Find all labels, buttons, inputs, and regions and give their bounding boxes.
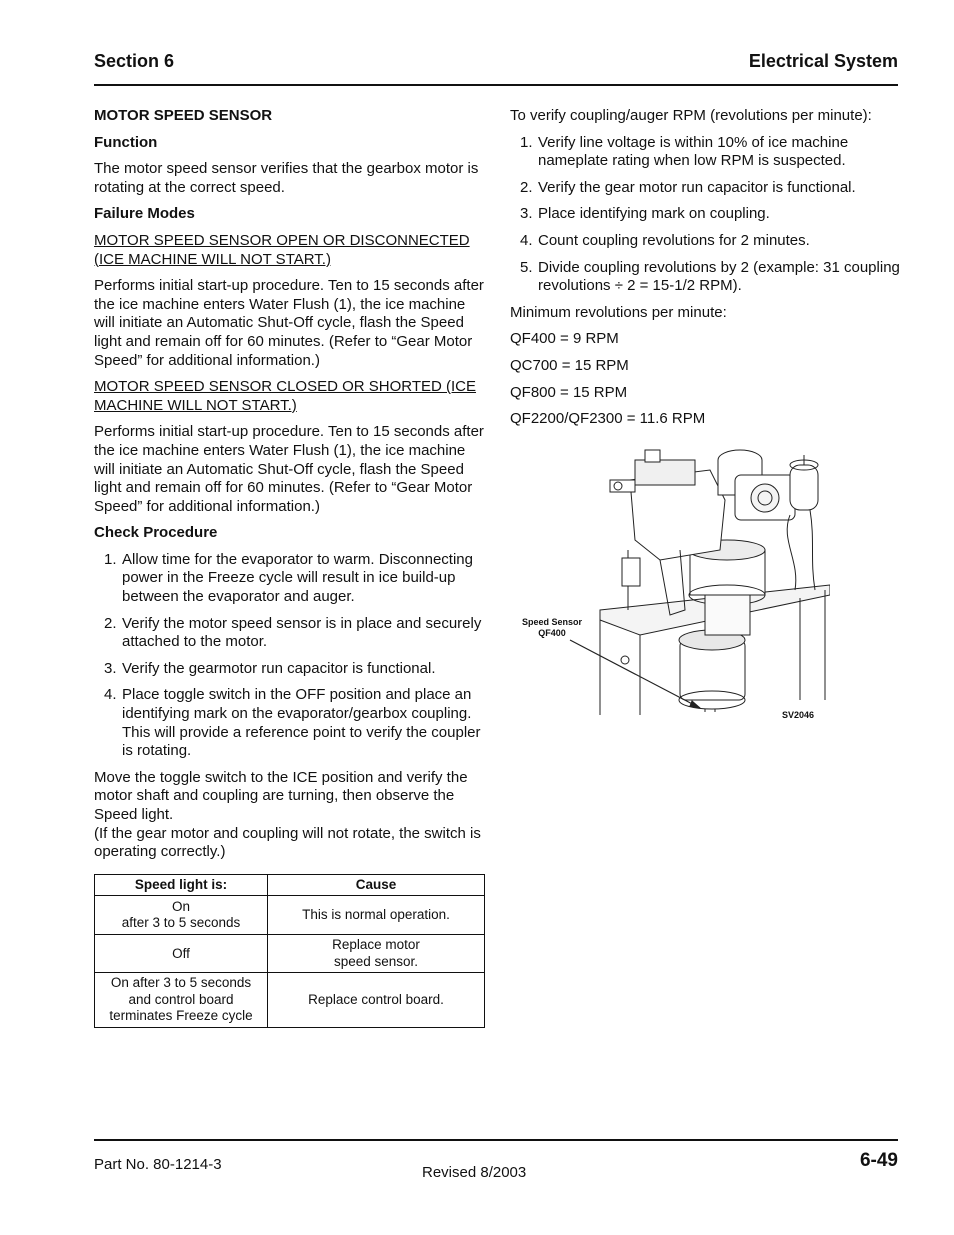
step-text: Verify the gear motor run capacitor is functional. (538, 178, 856, 196)
min-rpm-label: Minimum revolutions per minute: (510, 303, 727, 321)
page-number: 6-49 (859, 1150, 898, 1171)
step-text: Place toggle switch in the OFF position and place an identifying mark on the evaporator/gearbox coupling. This will provide a reference point to verify the coupler is rotating. (122, 686, 481, 760)
rpm-value-qf400: QF400 = 9 RPM (510, 330, 619, 348)
footer-rule (94, 1139, 898, 1141)
table-cell: Replace motor speed sensor. (268, 935, 485, 973)
column-header-speed-light: Speed light is: (95, 874, 268, 896)
figure-code: SV2046 (782, 710, 815, 720)
speed-sensor-figure (510, 440, 830, 725)
section-label: Section 6 (94, 51, 175, 71)
chapter-title: Electrical System (748, 51, 898, 71)
function-text: The motor speed sensor verifies that the gearbox motor is rotating at the correct speed. (94, 160, 479, 196)
list-item (510, 232, 900, 251)
rpm-procedure-list (510, 134, 900, 296)
column-header-cause: Cause (268, 874, 485, 896)
function-heading: Function (94, 133, 158, 151)
rpm-value-qf2200: QF2200/QF2300 = 11.6 RPM (510, 410, 706, 428)
failure-mode-2-title: MOTOR SPEED SENSOR CLOSED OR SHORTED (ICE MACHINE WILL NOT START.) (94, 378, 477, 414)
failure-mode-1-text: Performs initial start-up procedure. Ten to 15 seconds after the ice machine enters Water Flush (1), the ice machine will initiate an Automatic Shut-Off cycle, flash the Speed light and remain off for 60 minutes. (Refer to “Gear Motor Speed” for additional information.) (94, 277, 484, 369)
failure-mode-2-text: Performs initial start-up procedure. Ten to 15 seconds after the ice machine enters Water Flush (1), the ice machine will initiate an Automatic Shut-Off cycle, flash the Speed light and remain off for 60 minutes. (Refer to “Gear Motor Speed” for additional information.) (94, 423, 484, 515)
table-cell: On after 3 to 5 seconds (95, 896, 268, 935)
step-number: 5. (520, 258, 533, 276)
list-item (94, 686, 486, 760)
list-item (510, 134, 900, 171)
table-row (95, 973, 485, 1028)
step-text: Count coupling revolutions for 2 minutes. (538, 231, 810, 249)
table-cell: On after 3 to 5 seconds and control board terminates Freeze cycle (95, 973, 268, 1028)
speed-light-table (94, 874, 485, 1028)
topic-heading: MOTOR SPEED SENSOR (94, 107, 273, 124)
list-item (510, 179, 900, 198)
step-number: 1. (104, 550, 117, 568)
check-procedure-list (94, 551, 486, 761)
rpm-value-qf800: QF800 = 15 RPM (510, 383, 628, 401)
list-item (94, 551, 486, 607)
rpm-intro-text: To verify coupling/auger RPM (revolutions per minute): (510, 107, 872, 124)
toggle-instruction-text: Move the toggle switch to the ICE position and verify the motor shaft and coupling are turning, then observe the Speed light. (94, 768, 468, 823)
step-number: 4. (104, 686, 117, 704)
failure-mode-1-title: MOTOR SPEED SENSOR OPEN OR DISCONNECTED (ICE MACHINE WILL NOT START.) (94, 231, 470, 268)
revised-date: Revised 8/2003 (422, 1164, 527, 1181)
step-number: 2. (104, 614, 117, 632)
gearmotor-illustration (510, 440, 830, 725)
rpm-value-qc700: QC700 = 15 RPM (510, 356, 629, 374)
list-item (94, 660, 486, 679)
step-number: 3. (104, 659, 117, 677)
speed-sensor-callout (518, 617, 586, 639)
step-number: 1. (520, 133, 533, 151)
left-column (94, 107, 486, 1028)
note-text: (If the gear motor and coupling will not rotate, the switch is operating correctly.) (94, 824, 481, 861)
right-column (510, 107, 900, 437)
list-item (94, 615, 486, 652)
callout-line-1: Speed Sensor (521, 617, 583, 627)
table-header-row (95, 874, 485, 896)
check-procedure-heading: Check Procedure (94, 524, 218, 542)
step-number: 4. (520, 231, 533, 249)
failure-modes-heading: Failure Modes (94, 205, 195, 223)
step-text: Allow time for the evaporator to warm. Disconnecting power in the Freeze cycle will result in ice build-up between the evaporator and auger. (122, 550, 473, 606)
table-row (95, 896, 485, 935)
step-text: Divide coupling revolutions by 2 (example: 31 coupling revolutions ÷ 2 = 15-1/2 RPM). (538, 258, 900, 295)
list-item (510, 259, 900, 296)
list-item (510, 205, 900, 224)
step-text: Verify line voltage is within 10% of ice machine nameplate rating when low RPM is suspected. (538, 133, 849, 170)
table-cell: This is normal operation. (268, 896, 485, 935)
table-cell: Replace control board. (268, 973, 485, 1028)
callout-line-2: QF400 (538, 628, 566, 638)
step-number: 2. (520, 178, 533, 196)
page-header (94, 50, 898, 86)
table-cell: Off (95, 935, 268, 973)
step-text: Verify the motor speed sensor is in place and securely attached to the motor. (122, 614, 482, 651)
step-number: 3. (520, 205, 533, 223)
table-row (95, 935, 485, 973)
step-text: Verify the gearmotor run capacitor is functional. (122, 659, 436, 677)
part-number: Part No. 80-1214-3 (94, 1156, 222, 1173)
step-text: Place identifying mark on coupling. (538, 205, 770, 223)
